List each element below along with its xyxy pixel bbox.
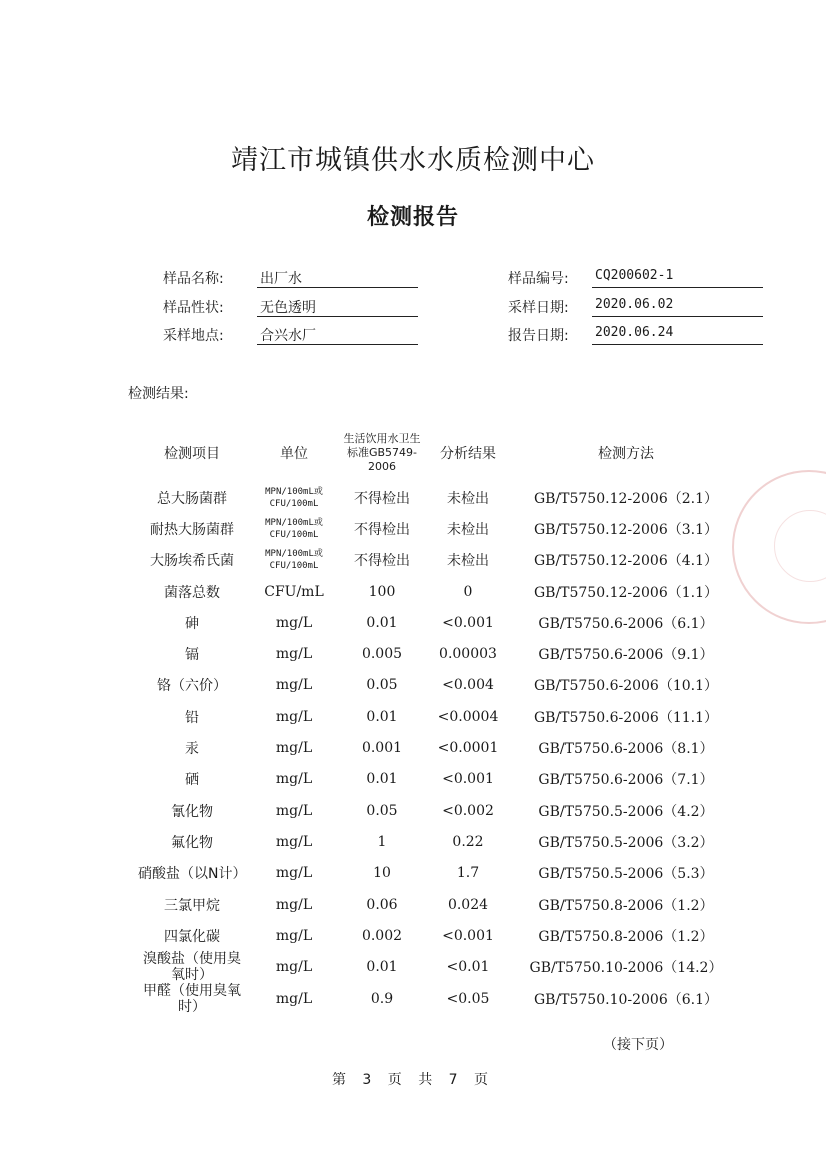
row-result: 未检出 [447,521,489,538]
row-standard: 0.01 [366,771,398,788]
row-unit: mg/L [275,991,313,1008]
row-result: <0.05 [446,991,490,1008]
row-result: 0.00003 [439,646,497,663]
row-standard: 0.05 [366,802,398,819]
table-row [138,701,738,732]
row-result: <0.004 [442,677,494,694]
row-method: GB/T5750.6-2006（9.1） [538,647,714,664]
continued-note: （接下页） [603,1037,673,1053]
row-standard: 0.002 [361,927,403,944]
row-standard: 不得检出 [354,521,410,538]
row-unit: MPN/100mL或CFU/100mL [265,517,323,540]
row-unit: mg/L [275,959,313,976]
header-standard: 生活饮用水卫生标准GB5749-2006 [343,432,421,473]
table-row [138,920,738,951]
row-item: 铅 [185,709,199,726]
row-result: 1.7 [456,865,480,882]
table-row [138,795,738,826]
results-table [138,424,738,1015]
row-unit: MPN/100mL或CFU/100mL [265,549,323,572]
row-method: GB/T5750.6-2006（11.1） [533,709,719,726]
table-row [138,889,738,920]
row-unit: mg/L [275,740,313,757]
row-result: <0.002 [442,802,494,819]
row-item: 大肠埃希氏菌 [150,553,234,570]
header-result: 分析结果 [440,446,496,462]
table-row [138,513,738,544]
table-row [138,732,738,763]
row-standard: 0.06 [366,896,398,913]
row-method: GB/T5750.5-2006（5.3） [538,866,714,883]
table-row [138,764,738,795]
report-date-label: 报告日期: [508,328,569,344]
table-row [138,545,738,576]
row-item: 镉 [185,647,199,664]
row-standard: 0.01 [366,959,398,976]
row-standard: 不得检出 [354,553,410,570]
row-standard: 1 [377,833,387,850]
row-method: GB/T5750.12-2006（3.1） [533,521,719,538]
sampling-date-label: 采样日期: [508,300,569,316]
sample-name-row [163,268,423,290]
row-method: GB/T5750.12-2006（2.1） [533,490,719,507]
sample-appearance-row [163,297,423,319]
sampling-location-label: 采样地点: [163,328,224,344]
row-method: GB/T5750.6-2006（6.1） [538,615,714,632]
row-item: 硒 [185,772,199,789]
row-item: 耐热大肠菌群 [150,521,234,538]
row-standard: 100 [368,583,396,600]
row-item: 三氯甲烷 [164,897,220,914]
results-section-label: 检测结果: [128,386,189,402]
row-unit: mg/L [275,708,313,725]
row-method: GB/T5750.6-2006（8.1） [538,741,714,758]
sampling-location-value: 合兴水厂 [257,325,418,345]
row-unit: mg/L [275,927,313,944]
table-row [138,951,738,983]
row-method: GB/T5750.10-2006（6.1） [533,992,719,1009]
sampling-location-row [163,325,423,347]
row-unit: mg/L [275,771,313,788]
table-row [138,826,738,857]
row-method: GB/T5750.5-2006（3.2） [538,834,714,851]
table-row [138,576,738,607]
row-method: GB/T5750.8-2006（1.2） [538,928,714,945]
report-date-value: 2020.06.24 [592,325,763,345]
row-result: 0 [463,583,473,600]
row-standard: 10 [373,865,391,882]
row-standard: 不得检出 [354,490,410,507]
row-unit: mg/L [275,646,313,663]
sample-name-value: 出厂水 [257,268,418,288]
sample-appearance-label: 样品性状: [163,300,224,316]
table-row [138,482,738,513]
sample-number-label: 样品编号: [508,271,569,287]
row-result: <0.001 [442,927,494,944]
sampling-date-row [508,297,768,319]
row-standard: 0.01 [366,614,398,631]
report-title: 检测报告 [366,205,459,230]
results-header-row [138,424,738,482]
page-footer: 第 3 页 共 7 页 [331,1072,495,1088]
row-unit: mg/L [275,802,313,819]
row-item: 氰化物 [171,803,213,820]
row-result: <0.0004 [437,708,499,725]
sample-name-label: 样品名称: [163,271,224,287]
row-unit: mg/L [275,614,313,631]
row-unit: MPN/100mL或CFU/100mL [265,486,323,509]
header-method: 检测方法 [598,446,654,462]
row-result: <0.001 [442,771,494,788]
row-item: 菌落总数 [164,584,220,601]
row-item: 四氯化碳 [164,928,220,945]
row-method: GB/T5750.6-2006（10.1） [533,678,719,695]
row-item: 砷 [185,615,199,632]
row-standard: 0.005 [361,646,403,663]
row-method: GB/T5750.12-2006（4.1） [533,553,719,570]
row-unit: mg/L [275,896,313,913]
header-unit: 单位 [280,446,308,462]
row-method: GB/T5750.10-2006（14.2） [529,960,723,977]
row-item: 汞 [185,741,199,758]
report-date-row [508,325,768,347]
row-item: 溴酸盐（使用臭氧时） [143,951,241,984]
row-unit: mg/L [275,865,313,882]
table-row [138,638,738,669]
row-result: 未检出 [447,490,489,507]
row-result: <0.0001 [437,740,499,757]
organization-title: 靖江市城镇供水水质检测中心 [231,145,595,176]
row-method: GB/T5750.5-2006（4.2） [538,803,714,820]
row-standard: 0.01 [366,708,398,725]
row-standard: 0.9 [370,991,394,1008]
row-item: 铬（六价） [157,678,227,695]
row-method: GB/T5750.6-2006（7.1） [538,772,714,789]
table-row [138,607,738,638]
table-row [138,670,738,701]
row-item: 硝酸盐（以N计） [138,866,247,883]
header-item: 检测项目 [164,446,220,462]
row-unit: mg/L [275,677,313,694]
row-item: 氟化物 [171,834,213,851]
row-item: 甲醛（使用臭氧时） [143,983,241,1016]
sample-appearance-value: 无色透明 [257,297,418,317]
sample-number-value: CQ200602-1 [592,268,763,288]
row-result: <0.01 [446,959,490,976]
row-standard: 0.001 [361,740,403,757]
row-unit: CFU/mL [264,583,324,600]
sampling-date-value: 2020.06.02 [592,297,763,317]
table-row [138,858,738,889]
sample-number-row [508,268,768,290]
row-method: GB/T5750.8-2006（1.2） [538,897,714,914]
row-method: GB/T5750.12-2006（1.1） [533,584,719,601]
row-result: 未检出 [447,553,489,570]
row-result: 0.024 [447,896,489,913]
row-standard: 0.05 [366,677,398,694]
table-row [138,983,738,1015]
row-unit: mg/L [275,833,313,850]
row-result: 0.22 [452,833,484,850]
row-result: <0.001 [442,614,494,631]
row-item: 总大肠菌群 [157,490,227,507]
